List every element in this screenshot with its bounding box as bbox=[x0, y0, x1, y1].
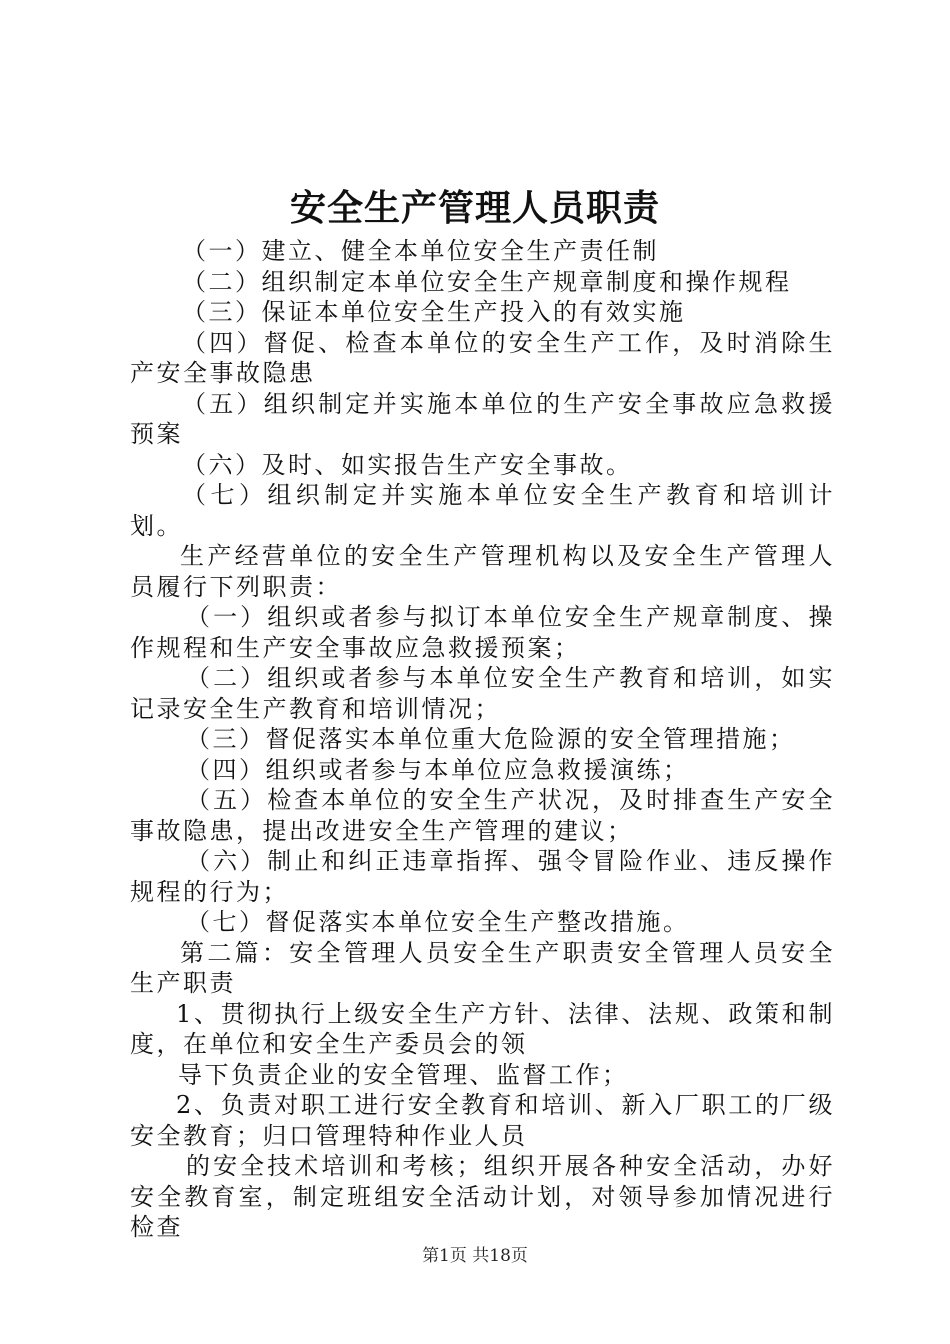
paragraph: 1、贯彻执行上级安全生产方针、法律、法规、政策和制度，在单位和安全生产委员会的领 bbox=[130, 999, 835, 1058]
paragraph: （一）建立、健全本单位安全生产责任制 bbox=[182, 237, 659, 265]
page-title: 安全生产管理人员职责 bbox=[289, 187, 660, 229]
paragraph: （六）及时、如实报告生产安全事故。 bbox=[182, 450, 633, 479]
paragraph: （七）督促落实本单位安全生产整改措施。 bbox=[186, 908, 690, 936]
page-footer: 第1页 共18页 bbox=[422, 1246, 528, 1266]
paragraph: （五）组织制定并实施本单位的生产安全事故应急救援预案 bbox=[130, 389, 835, 448]
paragraph: 第二篇：安全管理人员安全生产职责安全管理人员安全生产职责 bbox=[130, 938, 835, 997]
paragraph: （三）保证本单位安全生产投入的有效实施 bbox=[182, 298, 686, 326]
paragraph: （一）组织或者参与拟订本单位安全生产规章制度、操作规程和生产安全事故应急救援预案； bbox=[130, 603, 835, 662]
paragraph: 2、负责对职工进行安全教育和培训、新入厂职工的厂级安全教育；归口管理特种作业人员 bbox=[130, 1091, 835, 1150]
paragraph: （三）督促落实本单位重大危险源的安全管理措施； bbox=[186, 725, 796, 753]
paragraph: 生产经营单位的安全生产管理机构以及安全生产管理人员履行下列职责： bbox=[130, 542, 835, 601]
paragraph: （二）组织制定本单位安全生产规章制度和操作规程 bbox=[182, 267, 792, 296]
paragraph: （六）制止和纠正违章指挥、强令冒险作业、违反操作规程的行为； bbox=[130, 847, 835, 906]
document-body bbox=[130, 236, 835, 1243]
paragraph: 导下负责企业的安全管理、监督工作； bbox=[178, 1060, 629, 1089]
paragraph: 的安全技术培训和考核；组织开展各种安全活动，办好安全教育室，制定班组安全活动计划，对领导参加情况进行检查 bbox=[130, 1152, 835, 1241]
paragraph: （五）检查本单位的安全生产状况，及时排查生产安全事故隐患，提出改进安全生产管理的建议； bbox=[130, 786, 835, 845]
paragraph: （四）督促、检查本单位的安全生产工作，及时消除生产安全事故隐患 bbox=[130, 328, 835, 387]
paragraph: （二）组织或者参与本单位安全生产教育和培训，如实记录安全生产教育和培训情况； bbox=[130, 664, 835, 723]
paragraph: （四）组织或者参与本单位应急救援演练； bbox=[186, 755, 690, 784]
paragraph: （七）组织制定并实施本单位安全生产教育和培训计划。 bbox=[130, 481, 835, 540]
